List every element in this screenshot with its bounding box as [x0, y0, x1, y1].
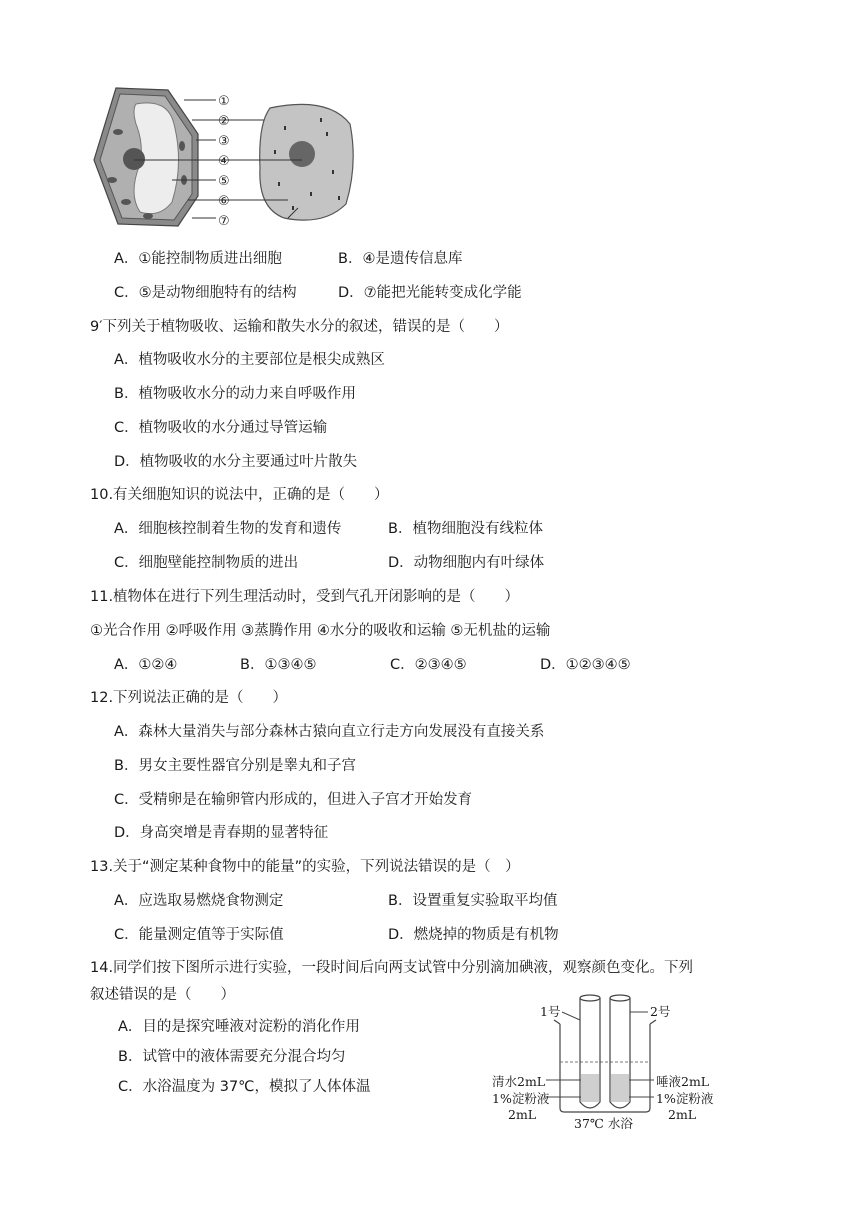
label-1: ① — [218, 94, 230, 109]
q13-stem: 13.关于“测定某种食物中的能量”的实验，下列说法错误的是（ ） — [90, 859, 520, 875]
chloroplast — [113, 129, 123, 135]
q11-option-c: C．②③④⑤ — [390, 657, 467, 673]
chloroplast — [143, 213, 153, 219]
right-label-volume: 2mL — [668, 1107, 697, 1122]
q12-option-a: A．森林大量消失与部分森林古猿向直立行走方向发展没有直接关系 — [114, 724, 545, 740]
q8-option-b: B．④是遗传信息库 — [338, 251, 463, 267]
q11-option-d: D．①②③④⑤ — [540, 657, 631, 673]
test-tube-diagram — [488, 990, 738, 1140]
q12-option-c: C．受精卵是在输卵管内形成的，但进入子宫才开始发育 — [114, 792, 473, 808]
q9-option-d: D．植物吸收的水分主要通过叶片散失 — [114, 454, 358, 470]
chloroplast — [121, 199, 131, 205]
cell-diagram — [88, 84, 368, 234]
label-4: ④ — [218, 154, 230, 169]
q14-option-b: B．试管中的液体需要充分混合均匀 — [118, 1049, 346, 1065]
q10-option-b: B．植物细胞没有线粒体 — [388, 521, 543, 537]
q8-option-a: A．①能控制物质进出细胞 — [114, 251, 282, 267]
tube-2-liquid — [611, 1074, 629, 1102]
q10-option-d: D．动物细胞内有叶绿体 — [388, 555, 545, 571]
q10-stem: 10.有关细胞知识的说法中，正确的是（ ） — [90, 487, 389, 503]
q9-stem: 9′下列关于植物吸收、运输和散失水分的叙述，错误的是（ ） — [90, 319, 509, 335]
q14-option-a: A．目的是探究唾液对淀粉的消化作用 — [118, 1019, 360, 1035]
tube-2-label: 2号 — [650, 1004, 671, 1019]
left-label-starch: 1%淀粉液 — [492, 1091, 550, 1106]
animal-nucleus — [289, 141, 315, 167]
q12-stem: 12.下列说法正确的是（ ） — [90, 690, 288, 706]
chloroplast — [179, 141, 185, 151]
q13-option-c: C．能量测定值等于实际值 — [114, 927, 284, 943]
left-label-water: 清水2mL — [492, 1074, 546, 1089]
q13-option-b: B．设置重复实验取平均值 — [388, 893, 558, 909]
label-6: ⑥ — [218, 194, 230, 209]
tube-1-liquid — [581, 1074, 599, 1102]
q9-option-b: B．植物吸收水分的动力来自呼吸作用 — [114, 386, 356, 402]
label-2: ② — [218, 114, 230, 129]
q9-option-c: C．植物吸收的水分通过导管运输 — [114, 420, 328, 436]
q12-option-d: D．身高突增是青春期的显著特征 — [114, 825, 329, 841]
q10-option-a: A．细胞核控制着生物的发育和遗传 — [114, 521, 342, 537]
q14-stem-line1: 14.同学们按下图所示进行实验，一段时间后向两支试管中分别滴加碘液，观察颜色变化。下列 — [90, 960, 694, 976]
q13-option-d: D．燃烧掉的物质是有机物 — [388, 927, 559, 943]
q8-option-c: C．⑤是动物细胞特有的结构 — [114, 285, 297, 301]
q13-option-a: A．应选取易燃烧食物测定 — [114, 893, 284, 909]
q14-option-c: C．水浴温度为 37℃，模拟了人体体温 — [118, 1079, 371, 1095]
label-3: ③ — [218, 134, 230, 149]
tube-1-label: 1号 — [540, 1004, 561, 1019]
beaker — [560, 1024, 650, 1112]
right-label-starch: 1%淀粉液 — [656, 1091, 714, 1106]
q11-stem: 11.植物体在进行下列生理活动时，受到气孔开闭影响的是（ ） — [90, 589, 520, 605]
water-bath-label: 37℃ 水浴 — [574, 1116, 633, 1131]
q8-option-d: D．⑦能把光能转变成化学能 — [338, 285, 522, 301]
label-7: ⑦ — [218, 214, 230, 229]
right-label-saliva: 唾液2mL — [656, 1074, 710, 1089]
q11-option-b: B．①③④⑤ — [240, 657, 317, 673]
label-5: ⑤ — [218, 174, 230, 189]
q14-stem-line2: 叙述错误的是（ ） — [90, 987, 235, 1003]
left-label-volume: 2mL — [508, 1107, 537, 1122]
q11-option-a: A．①②④ — [114, 657, 178, 673]
q11-items: ①光合作用 ②呼吸作用 ③蒸腾作用 ④水分的吸收和运输 ⑤无机盐的运输 — [90, 623, 551, 639]
chloroplast — [107, 177, 117, 183]
plant-nucleus — [123, 148, 145, 170]
q12-option-b: B．男女主要性器官分别是睾丸和子宫 — [114, 758, 356, 774]
q9-option-a: A．植物吸收水分的主要部位是根尖成熟区 — [114, 352, 385, 368]
q10-option-c: C．细胞壁能控制物质的进出 — [114, 555, 299, 571]
